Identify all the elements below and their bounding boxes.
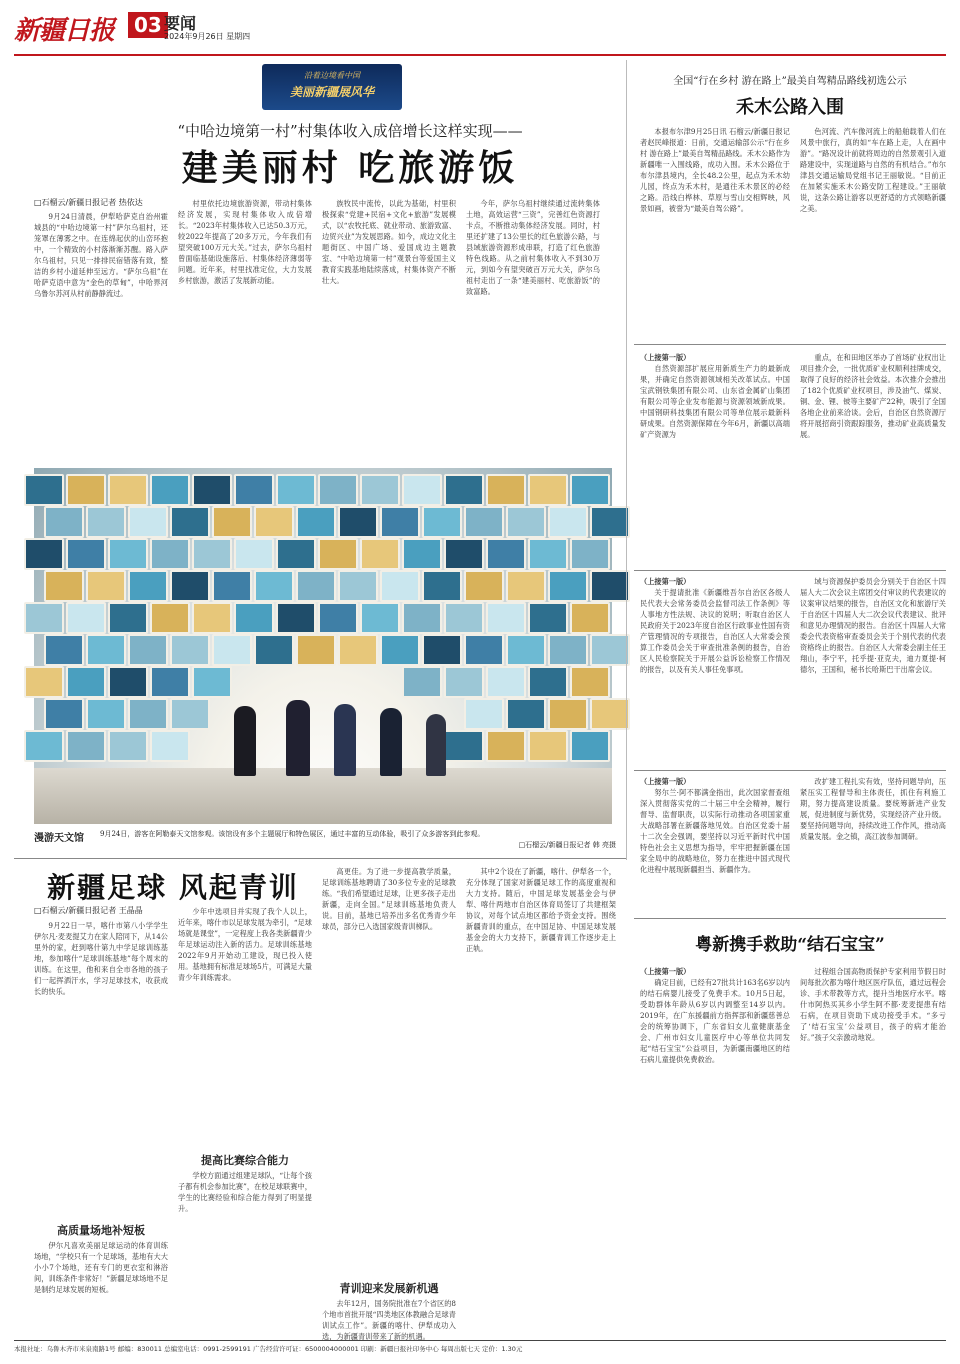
dome-tile: [570, 730, 610, 762]
lead-byline: □石榴云/新疆日报记者 热依达: [34, 198, 143, 207]
rule-football-top: [14, 858, 626, 859]
football-youth-text: 去年12月，国务院批准在7个省区的8个地市首批开展“四类地区体教融合足球青训试点工作”。新疆的喀什、伊犁成功入选，为新疆青训带来了新的机遇。: [322, 1299, 456, 1341]
dome-tile: [506, 506, 546, 538]
lead-col1-text: 9月24日清晨，伊犁哈萨克自治州霍城县的“中哈边境第一村”萨尔乌祖村，还笼罩在薄雾之中。在连绵起伏的山峦环抱中，一个精致的小村落渐渐苏醒。路入萨尔乌祖村，只见一排排民宿错落有致，整洁的乡村小道延伸至远方。“萨尔乌祖”在哈萨克语中意为“金色的草甸”，中哈界河乌鲁尔苏河从村前静静流过。: [34, 212, 168, 298]
dome-tile: [506, 634, 546, 666]
lead-headline: 建美丽村 吃旅游饭: [181, 147, 519, 189]
dome-tile: [486, 474, 526, 506]
floor: [34, 768, 612, 824]
rescue-label: （上接第一版）: [640, 967, 691, 976]
series-banner-line1: 沿着边境看中国: [304, 71, 360, 80]
football-train-text: 伊尔凡喜欢美丽足球运动的体育训练场地，“学校只有一个足球场，基地有大大小小7个场地，还有专门的更衣室和淋浴间，训练条件非常好！”新疆足球场地不足是制约足球发展的短板。: [34, 1241, 168, 1294]
dome-tile: [150, 538, 190, 570]
dome-tile: [108, 730, 148, 762]
dome-tile: [86, 698, 126, 730]
footer-rule: [14, 1340, 946, 1341]
dome-tile: [66, 602, 106, 634]
dome-tile: [570, 666, 610, 698]
dome-tile: [66, 666, 106, 698]
continued-column-5: [640, 776, 790, 914]
dome-tile: [548, 634, 588, 666]
dome-tile: [506, 698, 546, 730]
dome-tile: [590, 506, 630, 538]
dome-tile: [360, 474, 400, 506]
lead-col3-text: 族牧民中流传，以此为基础，村里积极探索“党建+民宿+文化+旅游”发展模式，以“农牧托底、就业带动、旅游致富、边贸兴业”为发展思路。如今，成边文化主题街区、中国广场、爱国成边主题教室、“中哈边境第一村”观景台等爱国主义教育实践基地陆续落成，村集体资产不断壮大。: [322, 199, 456, 285]
dome-tile: [590, 698, 630, 730]
dome-tile: [44, 570, 84, 602]
dome-tile: [402, 538, 442, 570]
football-coach-text: 学校方面通过组建足球队，“让每个孩子都有机会参加比赛”，在校足球联赛中，学生的比赛经验和综合能力得到了明显提升。: [178, 1171, 312, 1213]
dome-tile: [128, 634, 168, 666]
continued-label-2: （上接第一版）: [640, 577, 691, 586]
route-col1-text: 本报布尔津9月25日讯 石榴云/新疆日报记者赵民峰报道：日前，交通运输部公示“行在乡村 游在路上”最美自驾精品路线。禾木公路作为新疆唯一入围线路，成功入围。禾木公路位于布尔津县境内，全长48.2公里，起点为禾木幼儿园，终点为禾木村，是通往禾木景区的必经之路。沿线白桦林、草原与雪山交相辉映，风景如画，被誉为“最美自驾公路”。: [640, 127, 790, 213]
series-banner-line2: 美丽新疆展风华: [289, 85, 374, 99]
photo-credit: □石榴云/新疆日报记者 韩 亮摄: [518, 841, 616, 849]
dome-tile: [570, 474, 610, 506]
lead-col2-text: 村里依托边境旅游资源，带动村集体经济发展，实现村集体收入成倍增长。“2023年村集体收入已达50.3万元，较2022年提高了20多万元，今年我们有望突破100万元大关。”过去，萨尔乌祖村曾面临基础设施落后、村集体经济薄弱等问题。近年来，村里找准定位，大力发展乡村旅游，激活了发展新动能。: [178, 199, 312, 285]
lead-kicker: “中哈边境第一村”村集体收入成倍增长这样实现——: [177, 122, 523, 140]
continued-col6-text: 改扩建工程扎实有效，坚持问题导向，压紧压实工程督导和主体责任，抓住有利施工期，努力提高建设质量。要统筹新进产业发展，促进制度与新优势，实现经济产业升级。要坚持问题导向，持续改进工作作风，推动高质量发展。金之镇，高江波参加调研。: [800, 777, 946, 841]
dome-tile: [24, 538, 64, 570]
dome-tile: [296, 634, 336, 666]
dome-tile: [422, 506, 462, 538]
dome-tile: [44, 506, 84, 538]
dome-tile: [590, 634, 630, 666]
footer-info: 本报社址：乌鲁木齐市米泉南路1号 邮编：830011 总编室电话：0991-2599191 广告经营许可证：6500004000001 印刷：新疆日报社印务中心 每周出版七天 定价：1.30元: [14, 1345, 523, 1353]
rescue-headline: 粤新携手救助“结石宝宝”: [695, 935, 885, 955]
continued-label-1: （上接第一版）: [640, 353, 691, 362]
dome-tile: [528, 602, 568, 634]
dome-tile: [254, 506, 294, 538]
dome-tile: [318, 474, 358, 506]
lead-column-2: [178, 198, 312, 458]
dome-tile: [66, 538, 106, 570]
continued-column-1: [640, 352, 790, 564]
photo-caption: 9月24日，游客在阿勒泰天文馆参观。该馆设有多个主题展厅和特色展区，通过丰富的互动体验，吸引了众多游客到此参观。: [100, 830, 485, 838]
dome-tile: [422, 634, 462, 666]
rule-route-bottom: [634, 344, 946, 345]
route-headline: 禾木公路入围: [736, 97, 844, 118]
dome-tile: [212, 570, 252, 602]
continued-column-2: [800, 352, 946, 564]
dome-tile: [108, 602, 148, 634]
photo-caption-title: 漫游天文馆: [34, 833, 84, 844]
dome-tile: [86, 506, 126, 538]
dome-tile: [444, 602, 484, 634]
dome-tile: [108, 666, 148, 698]
page-column-divider: [626, 60, 627, 860]
route-column-2: [800, 126, 946, 348]
dome-tile: [548, 570, 588, 602]
dome-tile: [570, 602, 610, 634]
rule-continued-2: [634, 770, 946, 771]
football-column-2: [178, 906, 312, 1146]
dome-tile: [170, 570, 210, 602]
lead-col4-text: 今年，萨尔乌祖村继续通过流转集体土地，高效运营“三资”，完善红色资源打卡点，不断推动集体经济发展。同时，村里还扩建了13公里长的红色旅游公路，与县域旅游资源形成串联，打造了红色旅游特色线路。从之前村集体收入不到30万元，到如今有望突破百万元大关，萨尔乌祖村走出了一条“建美丽村、吃旅游饭”的致富路。: [466, 199, 600, 296]
continued-col4-text: 域与资源保护委员会分别关于自治区十四届人大二次会议主席团交付审议的代表建议的议案审议结果的报告，自治区文化和旅游厅关于自治区十四届人大二次会议代表建议、批评和意见办理情况的报告。自治区十四届人大常委会代表资格审查委员会关于个别代表的代表资格终止的报告。自治区人大常委会副主任王翔山，李宁平，托乎提·亚克夫，迪力夏提·柯德尔，王国和，秘书长哈斯巴干出席会议。: [800, 577, 946, 674]
dome-tile: [44, 634, 84, 666]
dome-tile: [276, 602, 316, 634]
dome-tile: [464, 698, 504, 730]
dome-tile: [486, 730, 526, 762]
continued-col3-text: 关于提请批准《新疆维吾尔自治区各级人民代表大会常务委员会监督司法工作条例》等人事地方性法规、决议的说明；听取自治区人民政府关于2023年度自治区行政事业性国有资产管理情况的专项报告，自治区人大常委会预算工作委员会关于审查批准条例的报告，自治区人民检察院关于开展公益诉讼检察工作情况的报告，以及有关人事任免事项。: [640, 588, 790, 674]
dome-tile: [128, 698, 168, 730]
dome-tile: [44, 698, 84, 730]
dome-tile: [338, 634, 378, 666]
lead-photo: [34, 468, 612, 824]
dome-tile: [86, 570, 126, 602]
dome-tile: [402, 602, 442, 634]
dome-tile: [276, 538, 316, 570]
lead-column-3: [322, 198, 456, 458]
dome-tile: [464, 634, 504, 666]
continued-column-3: [640, 576, 790, 768]
lead-column-1: [34, 211, 168, 457]
dome-tile: [66, 730, 106, 762]
continued-label-3: （上接第一版）: [640, 777, 691, 786]
dome-tile: [170, 634, 210, 666]
dome-tile: [444, 666, 484, 698]
football-headline: 新疆足球 风起青训: [47, 871, 299, 904]
dome-tile: [528, 730, 568, 762]
dome-tile: [360, 602, 400, 634]
dome-tile: [254, 570, 294, 602]
continued-column-6: [800, 776, 946, 914]
football-column-2b: [178, 1170, 312, 1330]
dome-tile: [66, 474, 106, 506]
dome-tile: [318, 602, 358, 634]
dome-tile: [444, 474, 484, 506]
dome-tile: [24, 602, 64, 634]
dome-tile: [150, 666, 190, 698]
dome-tile: [402, 666, 442, 698]
football-column-3b: [322, 1298, 456, 1341]
dome-tile: [170, 506, 210, 538]
dome-tile: [444, 730, 484, 762]
masthead: [14, 8, 946, 54]
football-column-1: [34, 920, 168, 1120]
football-col3-text: 高更佳。为了进一步提高教学质量，足球训练基地聘请了30多位专业的足球教练。“我们希望通过足球，让更多孩子走出新疆，走向全国。”足球训练基地负责人说。目前，基地已培养出多名优秀青少年球员，部分已入选国家级青训梯队。: [322, 867, 456, 931]
dome-tile: [296, 570, 336, 602]
dome-tile: [590, 570, 630, 602]
continued-column-4: [800, 576, 946, 768]
dome-tile: [360, 538, 400, 570]
series-banner: [262, 64, 402, 110]
rescue-column-2: [800, 966, 946, 1336]
visitor-figure-5: [426, 714, 446, 776]
lead-column-4: [466, 198, 600, 458]
dome-tile: [528, 474, 568, 506]
dome-tile: [108, 538, 148, 570]
continued-col5-text: 努尔兰·阿不都满金指出，此次国家督查组深入贯彻落实党的二十届三中全会精神，履行督导、监督职责，以实际行动推动各项国家重大战略部署在新疆落地见效。自治区党委十届十二次全会强调，要坚持以习近平新时代中国特色社会主义思想为指导，牢牢把握新疆在国家全局中的战略地位，努力在推进中国式现代化进程中展现新疆担当、新疆作为。: [640, 788, 790, 874]
dome-tile: [506, 570, 546, 602]
dome-tile: [486, 602, 526, 634]
visitor-figure-3: [334, 704, 356, 776]
dome-tile: [402, 474, 442, 506]
dome-tile: [150, 730, 190, 762]
football-column-1b: [34, 1240, 168, 1330]
football-subhead-coach: 提高比赛综合能力: [201, 1154, 289, 1167]
dome-tile: [528, 538, 568, 570]
dome-tile: [464, 506, 504, 538]
dome-tile: [338, 506, 378, 538]
dome-tile: [380, 634, 420, 666]
dome-tile: [24, 474, 64, 506]
football-col2-text: 少年中选项目并实现了我个人以上，近年来，喀什市以足球发展为牵引，“足球场就是课堂”，一定程度上我各类新疆青少年足球运动注入新的活力。足球训练基地2022年9月开始动工建设，现已投入使用。基地拥有标准足球场5片，可满足大量青少年训练需求。: [178, 907, 312, 982]
dome-tile: [128, 570, 168, 602]
dome-tile: [212, 634, 252, 666]
masthead-rule: [14, 54, 946, 56]
dome-tile: [192, 602, 232, 634]
rescue-column-1: [640, 966, 790, 1336]
dome-tile: [464, 570, 504, 602]
section-name: 要闻: [164, 14, 197, 33]
rescue-col1-text: 确定目前，已经有27批共计163名6岁以内的结石病婴儿接受了免费手术。10月5日起，受助群体年龄从6岁以内调整至14岁以内。2019年，在广东援疆前方指挥部和新疆慈善总会的统筹协调下，广东省妇女儿童健康基金会、广州市妇女儿童医疗中心等单位共同发起“结石宝宝”公益项目，为新疆南疆地区的结石病儿童提供免费救治。: [640, 978, 790, 1064]
dome-tile: [380, 570, 420, 602]
rescue-col2-text: 过程组合国高物质保护专家利用节假日时间每批次都为喀什地区医疗队伍，通过远程会诊、手术带教等方式，提升当地医疗水平。喀什市阿热买其乡小学生阿不都·麦麦提患有结石病，在项目资助下成功接受手术。“多亏了‘结石宝宝’公益项目，孩子的病才能治好。”孩子父亲激动地说。: [800, 967, 946, 1042]
page-number: 03: [128, 12, 168, 38]
dome-tile: [108, 474, 148, 506]
dome-tile: [24, 666, 64, 698]
dome-tile: [212, 506, 252, 538]
dome-tile: [422, 570, 462, 602]
rule-continued-1: [634, 570, 946, 571]
dome-tile: [486, 538, 526, 570]
dome-tile: [192, 538, 232, 570]
visitor-figure-2: [286, 700, 310, 776]
dome-tile: [318, 538, 358, 570]
dome-tile: [24, 730, 64, 762]
visitor-figure-1: [234, 706, 256, 776]
football-subhead-youth: 青训迎来发展新机遇: [339, 1282, 439, 1295]
issue-date: 2024年9月26日 星期四: [164, 32, 251, 41]
dome-tile: [276, 474, 316, 506]
dome-tile: [380, 506, 420, 538]
football-col1-text: 9月22日一早，喀什市第八小学学生伊尔凡·麦麦提艾力在家人陪同下，从14公里外的家，赶到喀什第九中学足球训练基地，参加喀什“足球训练基地”每个周末的训练。在这里，他和来自全市各地的孩子们一起挥洒汗水，学习足球技术，收获成长的快乐。: [34, 921, 168, 996]
route-column-1: [640, 126, 790, 348]
dome-tile: [444, 538, 484, 570]
dome-tile: [150, 602, 190, 634]
visitor-figure-4: [380, 708, 402, 776]
continued-col1-text: 自然资源部扩展应用新质生产力的最新成果，并确定自然资源领域相关改革试点。中国宝武钢铁集团有限公司、山东省金属矿山集团有限公司等企业发布能源与资源领域新成果。中国钢研科技集团有限公司等单位展示最新科研成果。自然资源保障在今年6月，新疆以高端矿产资源为: [640, 364, 790, 439]
dome-tile: [170, 698, 210, 730]
dome-tile: [128, 506, 168, 538]
dome-tile: [234, 474, 274, 506]
dome-tile: [234, 538, 274, 570]
dome-tile: [150, 474, 190, 506]
dome-tile: [548, 698, 588, 730]
route-col2-text: 色河流、汽车像河流上的船舶载着人们在风景中旅行，真的如“车在路上走，人在画中游”。“路况设计前就将周边的自然景观引入道路建设中，实现道路与自然的有机结合。”布尔津县交通运输局党组书记王丽敏说。“目前正在加紧实施禾木公路安防工程建设。”王丽敏说，这条公路让游客以更舒适的方式领略新疆之美。: [800, 127, 946, 213]
rule-continued-3: [634, 918, 946, 919]
football-byline: □石榴云/新疆日报记者 王晶晶: [34, 906, 143, 915]
dome-tile: [296, 506, 336, 538]
dome-tile: [234, 602, 274, 634]
dome-tile: [528, 666, 568, 698]
newspaper-logo: 新疆日报: [14, 16, 115, 46]
dome-tile: [548, 506, 588, 538]
dome-tile: [254, 634, 294, 666]
football-column-3: [322, 866, 456, 1276]
football-col4-text: 其中2个设在了新疆，喀什、伊犁各一个，充分体现了国家对新疆足球工作的高度重视和大力支持。随后，中国足球发展基金会与伊犁、喀什两地市自治区体育局签订了共建框架协议，对每个试点地区都给予资金支持。围绕新疆青训的重点，在中国足协、中国足球发展基金会的大力支持下，新疆青训工作逐步走上正轨。: [466, 867, 616, 953]
dome-tile: [86, 634, 126, 666]
route-kicker: 全国“行在乡村 游在路上”最美自驾精品路线初选公示: [673, 76, 907, 87]
dome-tile: [570, 538, 610, 570]
dome-tile: [192, 474, 232, 506]
dome-tile: [192, 666, 232, 698]
football-column-4: [466, 866, 616, 1336]
football-subhead-train: 高质量场地补短板: [57, 1224, 145, 1237]
dome-tile: [338, 570, 378, 602]
continued-col2-text: 重点，在和田地区举办了首场矿业权出让项目推介会，一批优质矿业权顺利挂牌成交，取得了良好的经济社会效益。本次推介会推出了182个优质矿业权项目，涉及油气、煤炭、铜、金、锂、铍等主要矿产22种，吸引了全国各地企业前来洽谈。会后，自治区自然资源厅将开展招商引资跟踪服务，推动矿业高质量发展。: [800, 353, 946, 439]
dome-tile: [486, 666, 526, 698]
